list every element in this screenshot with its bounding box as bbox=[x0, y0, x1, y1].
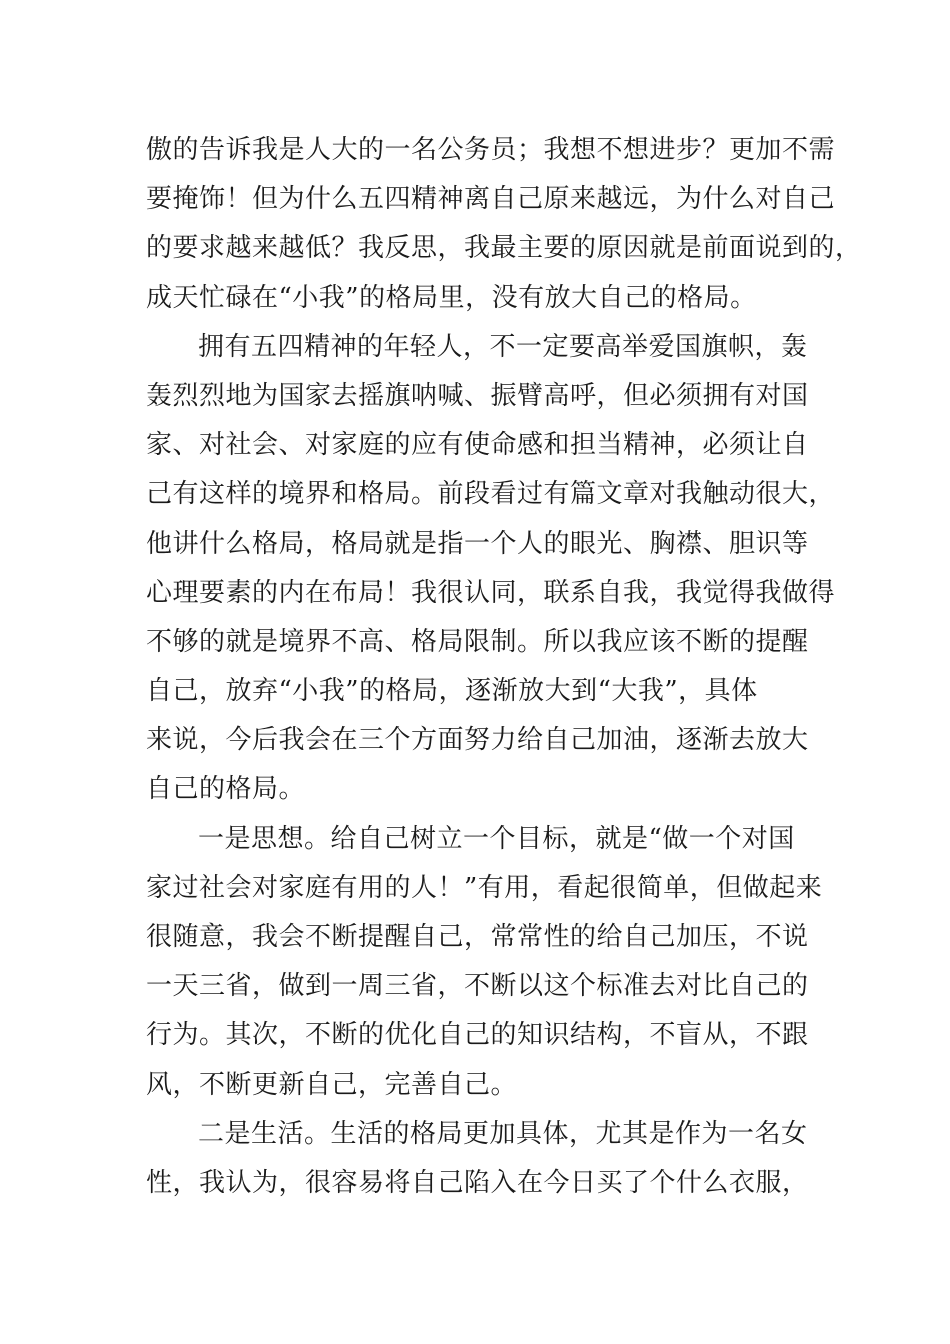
text-line: 很随意，我会不断提醒自己，常常性的给自己加压，不说 bbox=[146, 922, 809, 952]
paragraph-first-line: 一是思想。给自己树立一个目标，就是“做一个对国 bbox=[198, 823, 795, 854]
paragraph-first-line: 拥有五四精神的年轻人，不一定要高举爱国旗帜，轰 bbox=[198, 331, 808, 362]
text-line: 要掩饰！但为什么五四精神离自己原来越远，为什么对自己 bbox=[146, 184, 836, 215]
text-line: 傲的告诉我是人大的一名公务员；我想不想进步？更加不需 bbox=[146, 135, 836, 165]
text-line: 轰烈烈地为国家去摇旗呐喊、振臂高呼，但必须拥有对国 bbox=[146, 380, 809, 411]
text-line: 风，不断更新自己，完善自己。 bbox=[146, 1069, 518, 1100]
body-text bbox=[146, 126, 862, 1208]
text-line: 成天忙碌在“小我”的格局里，没有放大自己的格局。 bbox=[146, 282, 757, 313]
text-line: 心理要素的内在布局！我很认同，联系自我，我觉得我做得 bbox=[146, 577, 836, 608]
text-line: 性，我认为，很容易将自己陷入在今日买了个什么衣服， bbox=[146, 1167, 809, 1198]
text-line: 的要求越来越低？我反思，我最主要的原因就是前面说到的， bbox=[146, 233, 862, 264]
text-line: 来说，今后我会在三个方面努力给自己加油，逐渐去放大 bbox=[146, 725, 809, 756]
text-line: 己有这样的境界和格局。前段看过有篇文章对我触动很大， bbox=[146, 479, 836, 510]
text-line: 自己的格局。 bbox=[146, 774, 306, 805]
text-line: 家过社会对家庭有用的人！”有用，看起很简单，但做起来 bbox=[146, 872, 823, 903]
paragraph-first-line: 二是生活。生活的格局更加具体，尤其是作为一名女 bbox=[198, 1118, 808, 1149]
text-line: 他讲什么格局，格局就是指一个人的眼光、胸襟、胆识等 bbox=[146, 528, 809, 559]
text-line: 不够的就是境界不高、格局限制。所以我应该不断的提醒 bbox=[146, 626, 809, 657]
text-line: 自己，放弃“小我”的格局，逐渐放大到“大我”，具体 bbox=[146, 676, 758, 707]
text-line: 一天三省，做到一周三省，不断以这个标准去对比自己的 bbox=[146, 971, 809, 1002]
text-line: 家、对社会、对家庭的应有使命感和担当精神，必须让自 bbox=[146, 430, 809, 461]
text-line: 行为。其次，不断的优化自己的知识结构，不盲从，不跟 bbox=[146, 1020, 809, 1051]
